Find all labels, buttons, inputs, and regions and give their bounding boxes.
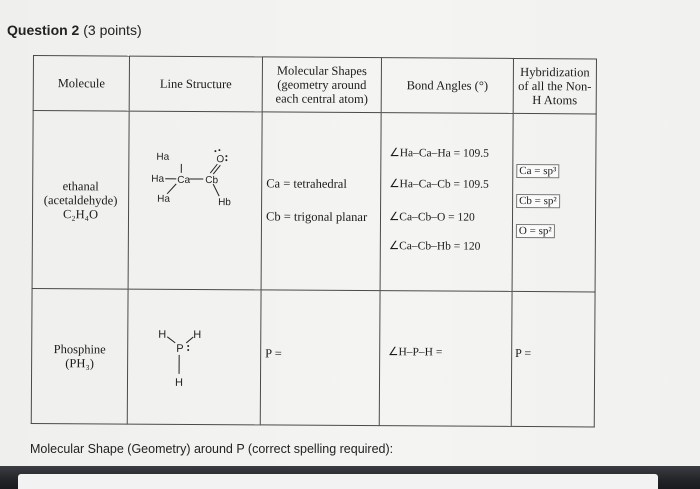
question-points: (3 points) <box>83 22 142 38</box>
molecule-alt-name: (acetaldehyde) <box>43 192 118 208</box>
atom-phosphorus: P <box>176 342 184 355</box>
atom-h-left: H <box>158 328 167 341</box>
atom-hb: Hb <box>218 197 231 209</box>
molecule-cell-phosphine <box>31 288 128 424</box>
header-hyb-line: of all the Non- <box>518 78 592 94</box>
molecule-formula: (PH₃) <box>65 356 94 371</box>
header-hyb-line: H Atoms <box>532 93 578 108</box>
angles-cell-phosphine <box>379 291 512 427</box>
atom-ha-top: Ha <box>156 151 170 163</box>
header-shapes-line: Molecular Shapes <box>276 63 367 79</box>
shape-cb: Cb = trigonal planar <box>265 209 368 225</box>
angle-hcah: ∠Ha–Ca–Ha = 109.5 <box>389 147 489 160</box>
phosphorus-lone-pair <box>187 345 189 351</box>
table-row-phosphine <box>31 288 595 426</box>
table-header-row <box>33 56 596 114</box>
atom-h-right: H <box>193 328 202 342</box>
hyb-ca: Ca = sp³ <box>516 164 559 178</box>
header-molecular-shapes <box>262 57 381 113</box>
hyb-o: O = sp² <box>516 224 555 238</box>
hybridization-cell-phosphine <box>511 291 595 427</box>
shape-ca: Ca = tetrahedral <box>266 176 347 191</box>
molecule-name: Phosphine <box>53 342 106 357</box>
shape-question-prompt: Molecular Shape (Geometry) around P (correct spelling required): <box>30 442 394 456</box>
shapes-cell-ethanal <box>261 112 381 291</box>
ethanal-structure-drawing <box>129 112 262 287</box>
molecule-cell-ethanal <box>32 111 129 290</box>
angle-ccbh: ∠Ca–Cb–Hb = 120 <box>388 240 481 253</box>
header-shapes-line: (geometry around <box>277 77 367 93</box>
header-bond-angles: Bond Angles (°) <box>381 58 513 114</box>
angle-ccbo: ∠Ca–Cb–O = 120 <box>388 211 475 224</box>
table-row-ethanal <box>32 111 596 292</box>
hyb-cb: Cb = sp² <box>516 194 560 208</box>
header-molecule: Molecule <box>33 56 129 112</box>
question-title <box>7 22 142 38</box>
shapes-cell-phosphine <box>260 290 380 426</box>
atom-oxygen: O <box>216 154 225 166</box>
molecule-name: ethanal <box>62 178 99 193</box>
atom-ha-bottom: Ha <box>157 193 170 205</box>
answer-input-box[interactable] <box>18 474 658 489</box>
atom-ca: Ca <box>177 174 191 186</box>
line-structure-phosphine <box>127 289 261 425</box>
header-hyb-line: Hybridization <box>520 64 590 80</box>
molecule-formula: C₂H₄O <box>62 206 99 221</box>
atom-ha-left: Ha <box>151 173 165 185</box>
angle-hcac: ∠Ha–Ca–Cb = 109.5 <box>389 178 489 191</box>
header-shapes-line: each central atom) <box>275 91 368 107</box>
header-hybridization <box>513 58 596 114</box>
hybridization-cell-ethanal <box>512 113 596 292</box>
atom-h-bottom: H <box>174 376 183 389</box>
header-line-structure: Line Structure <box>129 56 262 112</box>
phosphine-structure-drawing <box>128 290 261 422</box>
hyb-p-blank: P = <box>515 345 532 361</box>
molecule-table <box>31 55 597 427</box>
line-structure-ethanal <box>128 111 262 290</box>
shape-p-blank: P = <box>265 346 282 361</box>
angles-cell-ethanal <box>380 113 513 292</box>
question-number: Question 2 <box>7 22 80 38</box>
atom-cb: Cb <box>205 175 219 187</box>
angle-hph-blank: ∠H–P–H = <box>388 346 443 359</box>
